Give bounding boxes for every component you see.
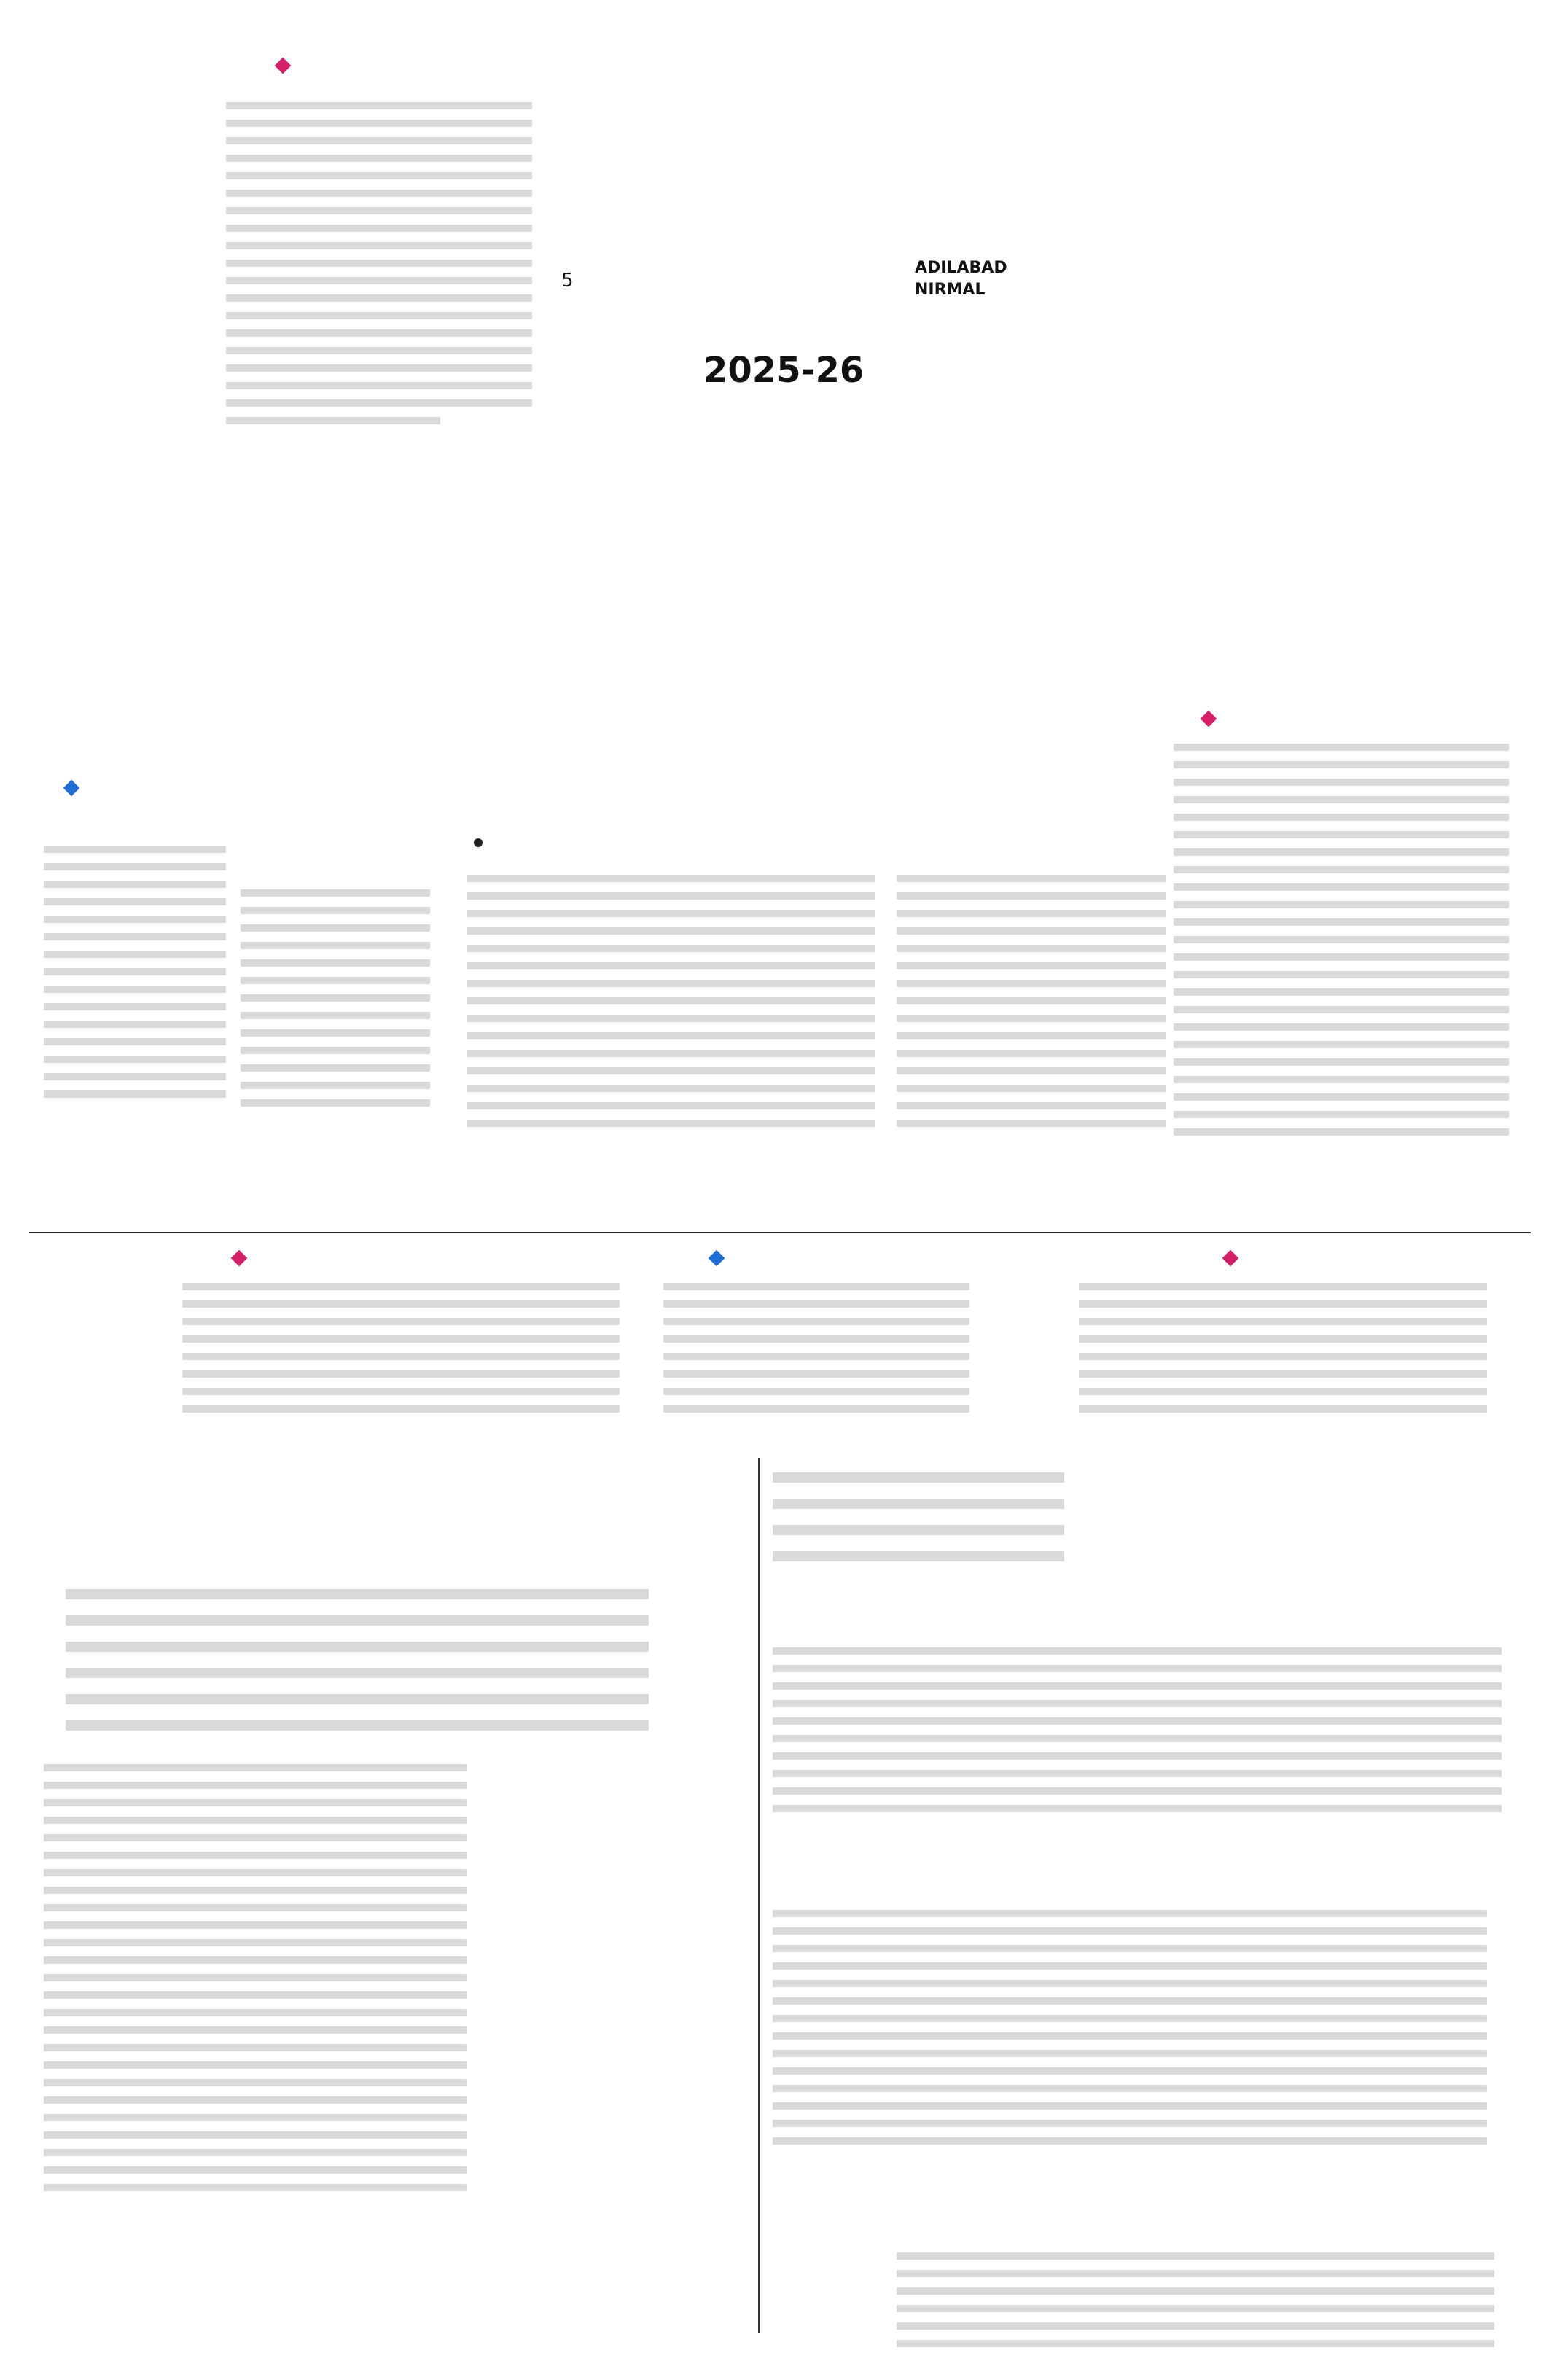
mid-col-2 — [241, 889, 430, 1107]
column-divider — [29, 1232, 1531, 1233]
bullet-icon — [63, 779, 80, 796]
exam-body — [897, 2252, 1494, 2347]
top-left-heading — [277, 52, 296, 77]
row2-left-body — [182, 1283, 620, 1413]
row2-right-heading — [1225, 1246, 1244, 1268]
lower-left-bullets — [66, 1589, 649, 1731]
mid-right-heading — [1203, 707, 1222, 729]
column-divider — [758, 1458, 760, 2333]
row2-right-body — [1079, 1283, 1487, 1413]
bullet-icon — [1201, 710, 1217, 727]
bullet-icon — [709, 1249, 725, 1266]
row2-left-heading — [233, 1246, 252, 1268]
mid-center-heading — [474, 831, 490, 851]
mid-col-1 — [44, 846, 226, 1098]
page-number: 5 — [561, 270, 574, 292]
region-top: ADILABAD — [915, 259, 1007, 277]
bullet-icon — [275, 58, 292, 74]
crop-body — [773, 1910, 1487, 2145]
row2-center-body — [663, 1283, 969, 1413]
bullet-icon — [1222, 1249, 1239, 1266]
bullet-icon — [474, 838, 483, 847]
mid-left-heading — [66, 776, 85, 798]
bullet-icon — [231, 1249, 248, 1266]
lower-left-body — [44, 1764, 467, 2191]
mid-col-4 — [897, 875, 1166, 1127]
row2-center-heading — [711, 1246, 730, 1268]
budget-label: 2025-26 — [703, 350, 865, 391]
lower-right-bullets — [773, 1472, 1064, 1561]
region-bottom: NIRMAL — [915, 281, 986, 299]
mid-col-3 — [467, 875, 875, 1127]
mid-col-5 — [1174, 744, 1509, 1136]
masthead — [510, 262, 948, 321]
top-left-body — [226, 102, 532, 424]
lower-right-body — [773, 1647, 1502, 1812]
